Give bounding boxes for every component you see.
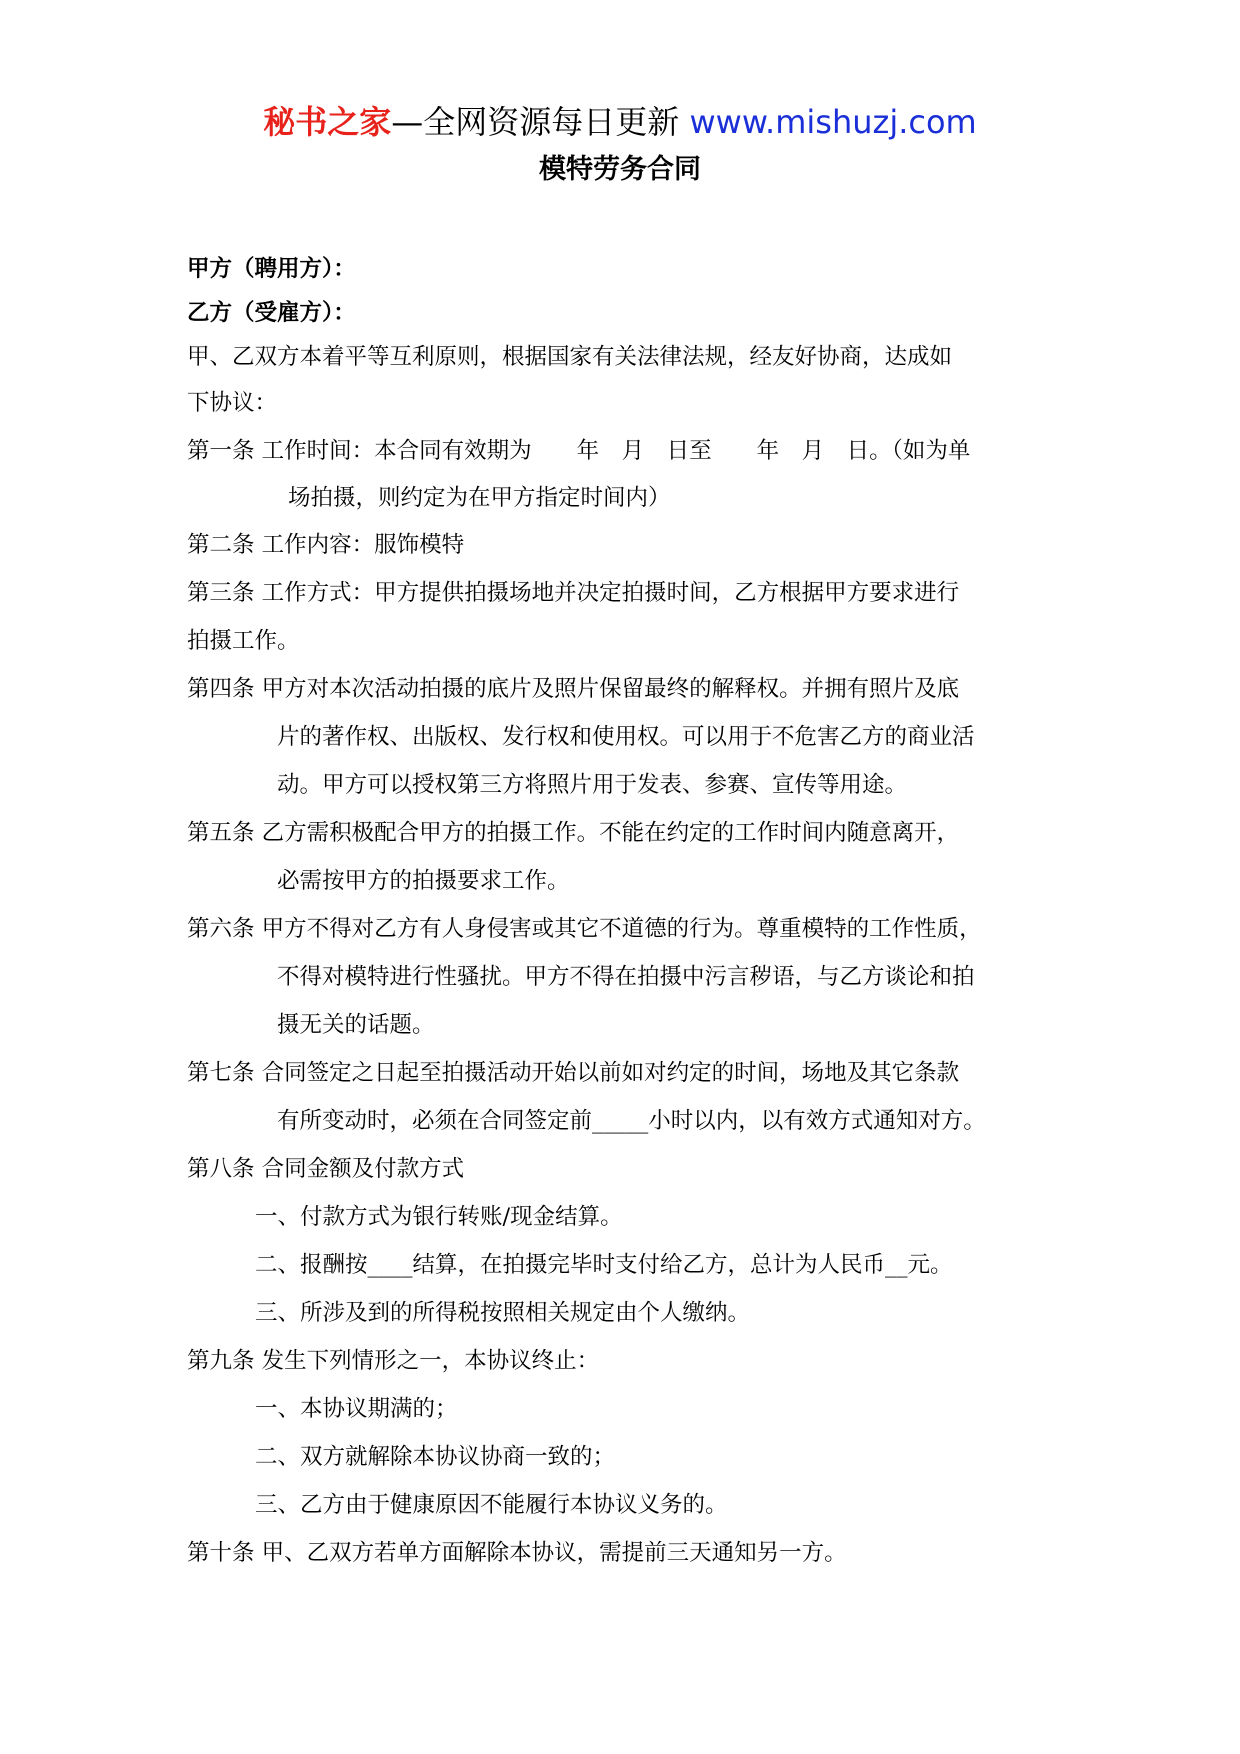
party-a-label: 甲方（聘用方）： xyxy=(187,256,356,282)
site-url-link[interactable]: www.mishuzj.com xyxy=(689,103,977,141)
article-9-heading: 第九条 发生下列情形之一，本协议终止： xyxy=(187,1348,600,1374)
article-8-item-2: 二、报酬按____结算，在拍摄完毕时支付给乙方，总计为人民币__元。 xyxy=(255,1252,953,1278)
article-6-line-2: 不得对模特进行性骚扰。甲方不得在拍摄中污言秽语，与乙方谈论和拍 xyxy=(277,964,975,990)
document-title: 模特劳务合同 xyxy=(539,154,701,185)
brand-name: 秘书之家 xyxy=(263,103,392,141)
header-slogan: —全网资源每日更新 xyxy=(391,103,680,141)
article-3-line-1: 第三条 工作方式：甲方提供拍摄场地并决定拍摄时间，乙方根据甲方要求进行 xyxy=(187,580,960,606)
article-1-line-2: 场拍摄，则约定为在甲方指定时间内） xyxy=(288,485,671,511)
article-2-line-1: 第二条 工作内容：服饰模特 xyxy=(187,532,465,558)
article-7-line-2: 有所变动时，必须在合同签定前_____小时以内，以有效方式通知对方。 xyxy=(277,1108,986,1134)
article-6-line-1: 第六条 甲方不得对乙方有人身侵害或其它不道德的行为。尊重模特的工作性质， xyxy=(187,916,982,942)
intro-line-1: 甲、乙双方本着平等互利原则，根据国家有关法律法规，经友好协商，达成如 xyxy=(187,344,953,370)
article-7-line-1: 第七条 合同签定之日起至拍摄活动开始以前如对约定的时间，场地及其它条款 xyxy=(187,1060,960,1086)
article-4-line-3: 动。甲方可以授权第三方将照片用于发表、参赛、宣传等用途。 xyxy=(277,772,908,798)
article-9-item-2: 二、双方就解除本协议协商一致的； xyxy=(255,1444,616,1470)
article-6-line-3: 摄无关的话题。 xyxy=(277,1012,435,1038)
article-8-heading: 第八条 合同金额及付款方式 xyxy=(187,1156,465,1182)
article-5-line-1: 第五条 乙方需积极配合甲方的拍摄工作。不能在约定的工作时间内随意离开， xyxy=(187,820,960,846)
article-4-line-2: 片的著作权、出版权、发行权和使用权。可以用于不危害乙方的商业活 xyxy=(277,724,975,750)
article-8-item-3: 三、所涉及到的所得税按照相关规定由个人缴纳。 xyxy=(255,1300,751,1326)
article-5-line-2: 必需按甲方的拍摄要求工作。 xyxy=(277,868,570,894)
article-1-line-1: 第一条 工作时间：本合同有效期为 年 月 日至 年 月 日。（如为单 xyxy=(187,438,971,464)
article-10-line-1: 第十条 甲、乙双方若单方面解除本协议，需提前三天通知另一方。 xyxy=(187,1540,847,1566)
article-3-line-2: 拍摄工作。 xyxy=(187,628,300,654)
party-b-label: 乙方（受雇方）： xyxy=(187,300,356,326)
article-4-line-1: 第四条 甲方对本次活动拍摄的底片及照片保留最终的解释权。并拥有照片及底 xyxy=(187,676,960,702)
intro-line-2: 下协议： xyxy=(187,390,278,416)
article-9-item-1: 一、本协议期满的； xyxy=(255,1396,458,1422)
site-header xyxy=(0,100,1240,144)
article-8-item-1: 一、付款方式为银行转账/现金结算。 xyxy=(255,1204,623,1230)
article-9-item-3: 三、乙方由于健康原因不能履行本协议义务的。 xyxy=(255,1492,728,1518)
